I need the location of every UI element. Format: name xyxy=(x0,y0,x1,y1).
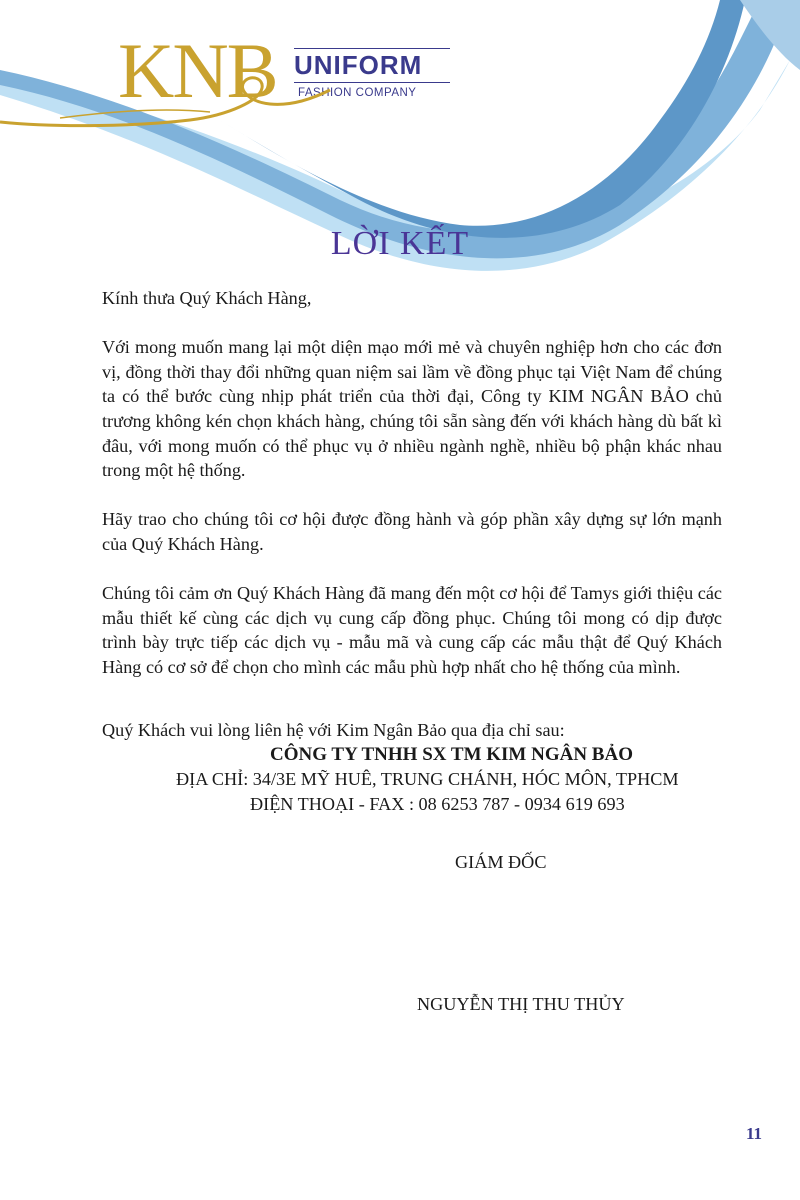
letter-body xyxy=(102,286,722,704)
company-address: ĐỊA CHỈ: 34/3E MỸ HUÊ, TRUNG CHÁNH, HÓC MÔN, TPHCM xyxy=(176,769,679,790)
contact-intro: Quý Khách vui lòng liên hệ với Kim Ngân Bảo qua địa chỉ sau: xyxy=(102,720,565,740)
paragraph-2: Hãy trao cho chúng tôi cơ hội được đồng hành và góp phần xây dựng sự lớn mạnh của Quý Khách Hàng. xyxy=(102,509,722,554)
signature-title: GIÁM ĐỐC xyxy=(455,852,547,872)
paragraph-3: Chúng tôi cảm ơn Quý Khách Hàng đã mang đến một cơ hội để Tamys giới thiệu các mẫu thiết kế cùng các dịch vụ cung cấp đồng phục. Chúng tôi mong có dịp được trình bày trực tiếp các dịch vụ - mẫu mã và cung cấp các mẫu thật để Quý Khách Hàng có cơ sở để chọn cho mình các mẫu phù hợp nhất cho hệ thống của mình. xyxy=(102,583,722,677)
company-name: CÔNG TY TNHH SX TM KIM NGÂN BẢO xyxy=(270,743,633,765)
company-phone: ĐIỆN THOẠI - FAX : 08 6253 787 - 0934 619 693 xyxy=(250,793,625,814)
logo-uniform-text: UNIFORM xyxy=(294,50,423,80)
contact-block xyxy=(102,718,762,816)
page-number: 11 xyxy=(746,1124,763,1143)
page-title: LỜI KẾT xyxy=(330,225,470,262)
logo-tagline-text: FASHION COMPANY xyxy=(298,87,417,99)
signature-name: NGUYỄN THỊ THU THỦY xyxy=(417,994,625,1014)
logo-knb-text: KNB xyxy=(118,27,277,114)
logo-rule-top xyxy=(294,48,450,49)
logo-gold-swirl xyxy=(0,60,340,130)
greeting: Kính thưa Quý Khách Hàng, xyxy=(102,288,312,308)
paragraph-1: Với mong muốn mang lại một diện mạo mới mẻ và chuyên nghiệp hơn cho các đơn vị, đồng thời thay đổi những quan niệm sai lầm về đồng phục tại Việt Nam để chúng ta có thể bước cùng nhịp phát triển của thời đại, Công ty KIM NGÂN BẢO chủ trương không kén chọn khách hàng, chúng tôi sẵn sàng đến với khách hàng dù bất kì đâu, với mong muốn có thể phục vụ ở nhiều ngành nghề, nhiều bộ phận khác nhau trong một hệ thống. xyxy=(102,337,722,481)
